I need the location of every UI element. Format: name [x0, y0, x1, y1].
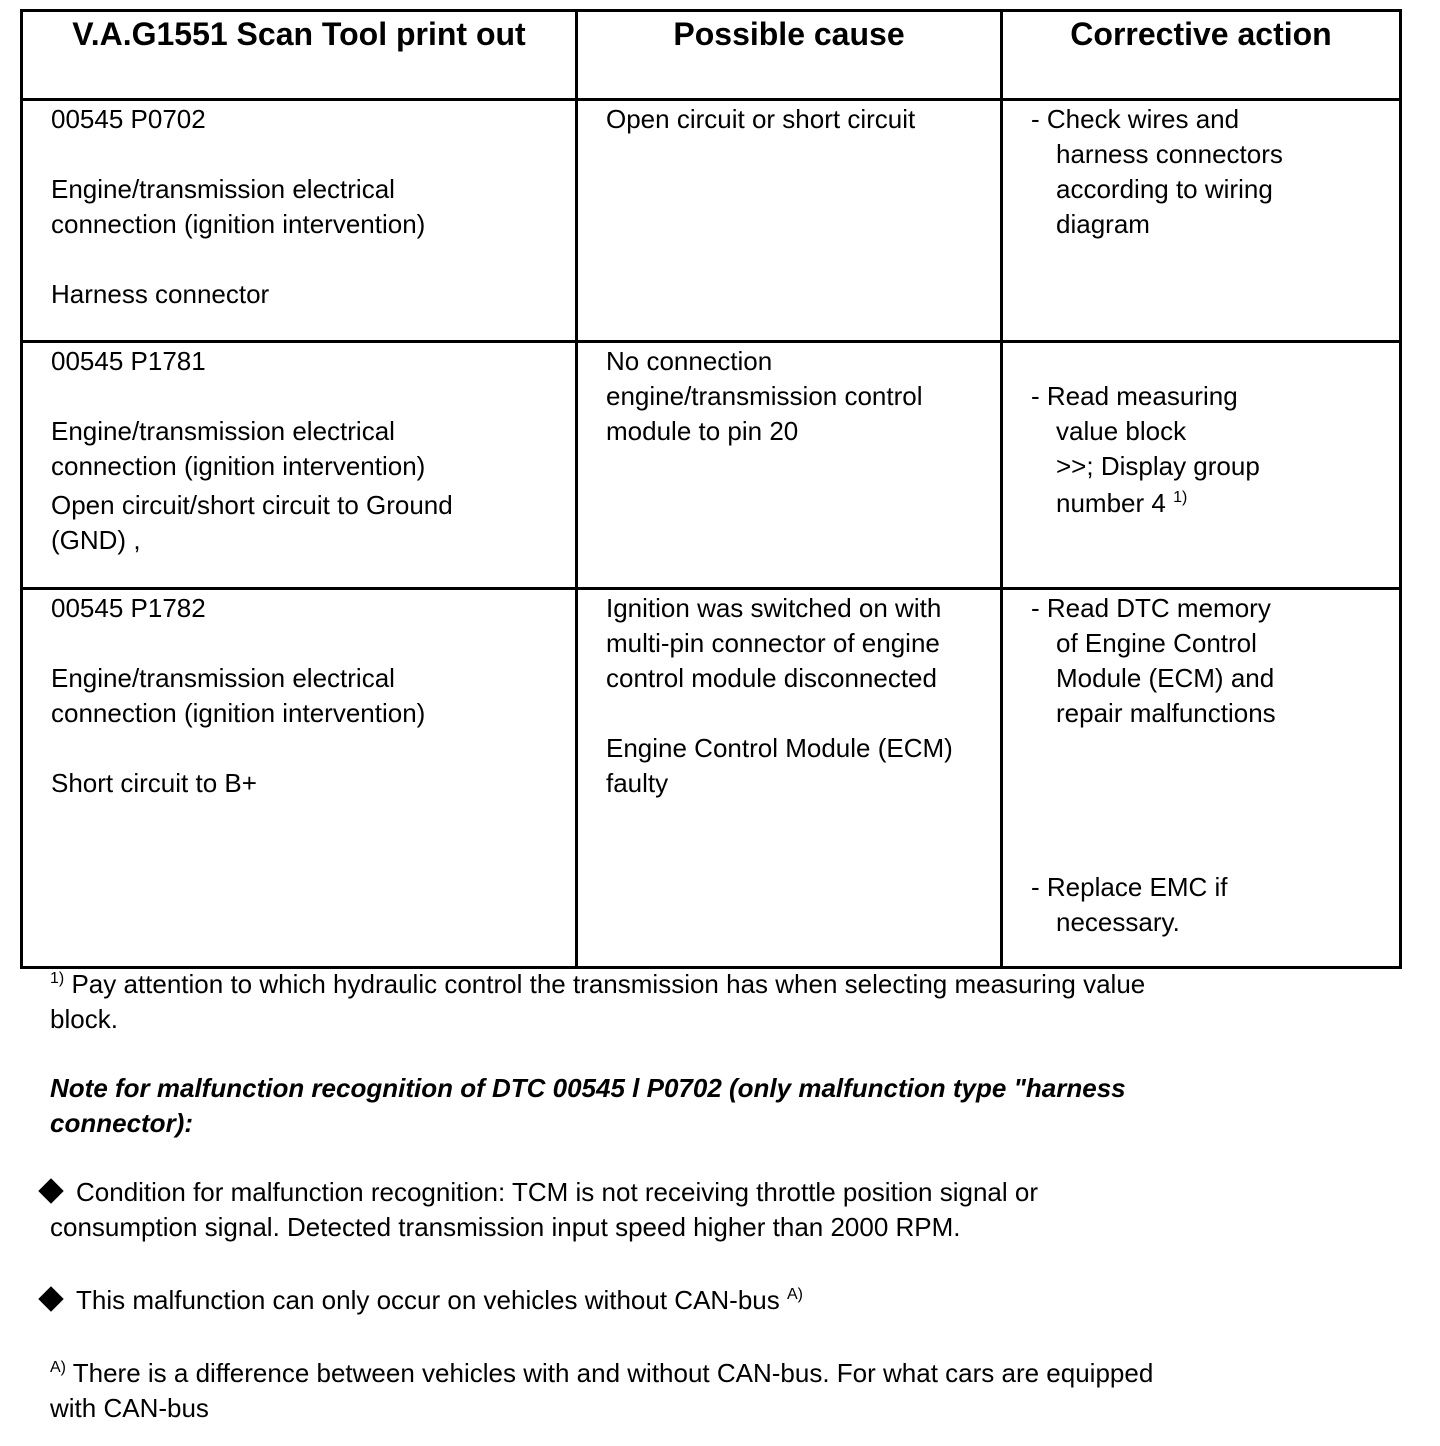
cause-text: multi-pin connector of engine	[606, 628, 940, 658]
dtc-code: 00545 P1781	[51, 346, 206, 376]
dtc-description: connection (ignition intervention)	[51, 209, 426, 239]
scan-tool-cell	[22, 342, 577, 589]
footnote-mark: A)	[50, 1359, 66, 1376]
note-heading: Note for malfunction recognition of DTC 00545 l P0702 (only malfunction type "harness connector):	[50, 1073, 1126, 1138]
corrective-action-cell	[1002, 589, 1401, 968]
dtc-description: Engine/transmission electrical	[51, 416, 395, 446]
scan-tool-cell	[22, 589, 577, 968]
dtc-malfunction-type: Open circuit/short circuit to Ground	[51, 490, 453, 520]
dtc-table	[20, 9, 1402, 969]
dtc-description: Engine/transmission electrical	[51, 174, 395, 204]
action-text: Module (ECM) and	[1056, 663, 1275, 693]
possible-cause-cell	[577, 100, 1002, 342]
bullet-item: This malfunction can only occur on vehicles without CAN-bus $^{A)}$	[50, 1283, 1290, 1318]
action-text: - Read measuring	[1031, 381, 1238, 411]
column-header-possible-cause: Possible cause	[577, 11, 1002, 100]
cause-text: control module disconnected	[606, 663, 937, 693]
action-text: diagram	[1056, 209, 1150, 239]
scan-tool-cell	[22, 100, 577, 342]
bullet-item: Condition for malfunction recognition: TCM is not receiving throttle position signal or consumption signal. Detected transmission input speed higher than 2000 RPM.	[50, 1175, 1290, 1245]
corrective-action-cell	[1002, 100, 1401, 342]
dtc-description: connection (ignition intervention)	[51, 698, 426, 728]
action-text: >>; Display group	[1056, 451, 1260, 481]
table-row	[22, 100, 1401, 342]
column-header-scan-tool: V.A.G1551 Scan Tool print out	[22, 11, 577, 100]
corrective-action-cell	[1002, 342, 1401, 589]
footnote-reference: 1)	[1173, 489, 1188, 506]
dtc-description: Engine/transmission electrical	[51, 663, 395, 693]
dtc-description: connection (ignition intervention)	[51, 451, 426, 481]
possible-cause-cell	[577, 342, 1002, 589]
action-text: - Replace EMC if	[1031, 872, 1228, 902]
action-text: - Check wires and	[1031, 104, 1240, 134]
cause-text: Ignition was switched on with	[606, 593, 942, 623]
footnote-mark: 1)	[50, 970, 65, 987]
possible-cause-cell	[577, 589, 1002, 968]
cause-text: module to pin 20	[606, 416, 799, 446]
table-row	[22, 589, 1401, 968]
footnote-1: $^{1)}$ Pay attention to which hydraulic control the transmission has when selecting measuring value block.	[50, 969, 1146, 1034]
action-text: number 4 $^{1)}$	[1056, 488, 1188, 518]
footnote-a: $^{A)}$ There is a difference between vehicles with and without CAN-bus. For what cars are equipped with CAN-bus	[50, 1358, 1154, 1423]
cause-text: Open circuit or short circuit	[606, 104, 916, 134]
action-text: value block	[1056, 416, 1187, 446]
dtc-malfunction-type: Short circuit to B+	[51, 768, 257, 798]
action-text: according to wiring	[1056, 174, 1273, 204]
cause-text: No connection	[606, 346, 773, 376]
table-row	[22, 342, 1401, 589]
cause-text: faulty	[606, 768, 669, 798]
cause-text: engine/transmission control	[606, 381, 923, 411]
column-header-corrective-action: Corrective action	[1002, 11, 1401, 100]
footnote-reference: A)	[787, 1286, 803, 1303]
dtc-code: 00545 P0702	[51, 104, 206, 134]
action-text: repair malfunctions	[1056, 698, 1276, 728]
dtc-malfunction-type: Harness connector	[51, 279, 270, 309]
action-text: - Read DTC memory	[1031, 593, 1271, 623]
cause-text: Engine Control Module (ECM)	[606, 733, 953, 763]
action-text: of Engine Control	[1056, 628, 1257, 658]
notes-section	[50, 967, 1290, 1426]
dtc-code: 00545 P1782	[51, 593, 206, 623]
dtc-malfunction-type: (GND) ,	[51, 525, 141, 555]
action-text: harness connectors	[1056, 139, 1283, 169]
table-header-row	[22, 11, 1401, 100]
action-text: necessary.	[1056, 907, 1180, 937]
